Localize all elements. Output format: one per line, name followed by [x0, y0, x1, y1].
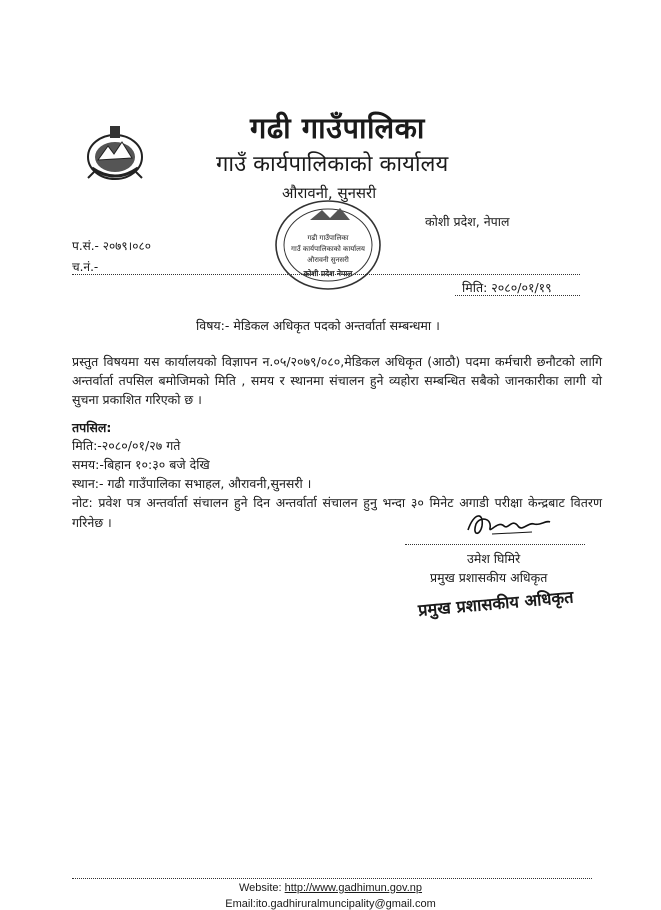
interview-place: स्थान:- गढी गाउँपालिका सभाहल, औरावनी,सुनसरी । — [72, 476, 312, 491]
interview-date: मिति:-२०८०/०१/२७ गते — [72, 438, 181, 453]
province-label: कोशी प्रदेश, नेपाल — [425, 214, 510, 229]
seal-text-2: गाउँ कार्यपालिकाको कार्यालय — [291, 245, 365, 253]
office-name: गढी गाउँपालिका — [250, 111, 425, 145]
office-seal — [270, 196, 386, 294]
letter-subject: विषय:- मेडिकल अधिकृत पदको अन्तर्वार्ता सम्बन्धमा । — [196, 318, 440, 333]
designation-stamp: प्रमुख प्रशासकीय अधिकृत — [417, 587, 575, 620]
handwritten-signature — [462, 508, 554, 542]
letter-number: प.सं.- २०७९।०८० — [72, 239, 151, 253]
note-text: नोट: प्रवेश पत्र अन्तर्वार्ता संचालन हुने दिन अन्तर्वार्ता संचालन हुनु भन्दा ३० मिनेट अगाडी परीक्षा केन्द्रबाट वितरण गरिनेछ । — [72, 495, 602, 530]
details-heading: तपसिल: — [72, 420, 112, 435]
seal-text-4: कोशी प्रदेश नेपाल — [303, 269, 353, 278]
executive-office-title: गाउँ कार्यपालिकाको कार्यालय — [216, 152, 449, 177]
letter-date: मिति: २०८०/०१/१९ — [462, 280, 552, 295]
interview-time: समय:-बिहान १०:३० बजे देखि — [72, 457, 210, 472]
seal-text-3: औरावनी सुनसरी — [307, 256, 349, 264]
footer-email: Email:ito.gadhiruralmuncipality@gmail.com — [225, 898, 436, 910]
footer-divider — [72, 878, 592, 879]
signatory-name: उमेश घिमिरे — [467, 551, 521, 566]
office-location: औरावनी, सुनसरी — [282, 184, 377, 202]
signatory-designation: प्रमुख प्रशासकीय अधिकृत — [430, 570, 548, 585]
footer-website — [0, 882, 661, 894]
website-label: Website: — [238, 882, 285, 894]
header-divider — [72, 274, 580, 275]
body-text: प्रस्तुत विषयमा यस कार्यालयको विज्ञापन न.०५/२०७९/०८०,मेडिकल अधिकृत (आठौ) पदमा कर्मचारी छनौटको लागि अन्तर्वार्ता तपसिल बमोजिमको मिति , समय र स्थानमा संचालन हुने व्यहोरा सम्बन्धित सबैको जानकारीका लागी यो सुचना प्रकाशित गरिएको छ । — [72, 354, 602, 407]
nepal-emblem-icon — [84, 122, 146, 184]
seal-text-1: गढी गाउँपालिका — [307, 234, 349, 242]
body-paragraph — [72, 352, 602, 409]
signature-line — [405, 544, 585, 545]
date-underline — [455, 295, 580, 296]
dispatch-number: च.नं.- — [72, 260, 99, 274]
website-link[interactable]: http://www.gadhimun.gov.np — [284, 882, 423, 894]
